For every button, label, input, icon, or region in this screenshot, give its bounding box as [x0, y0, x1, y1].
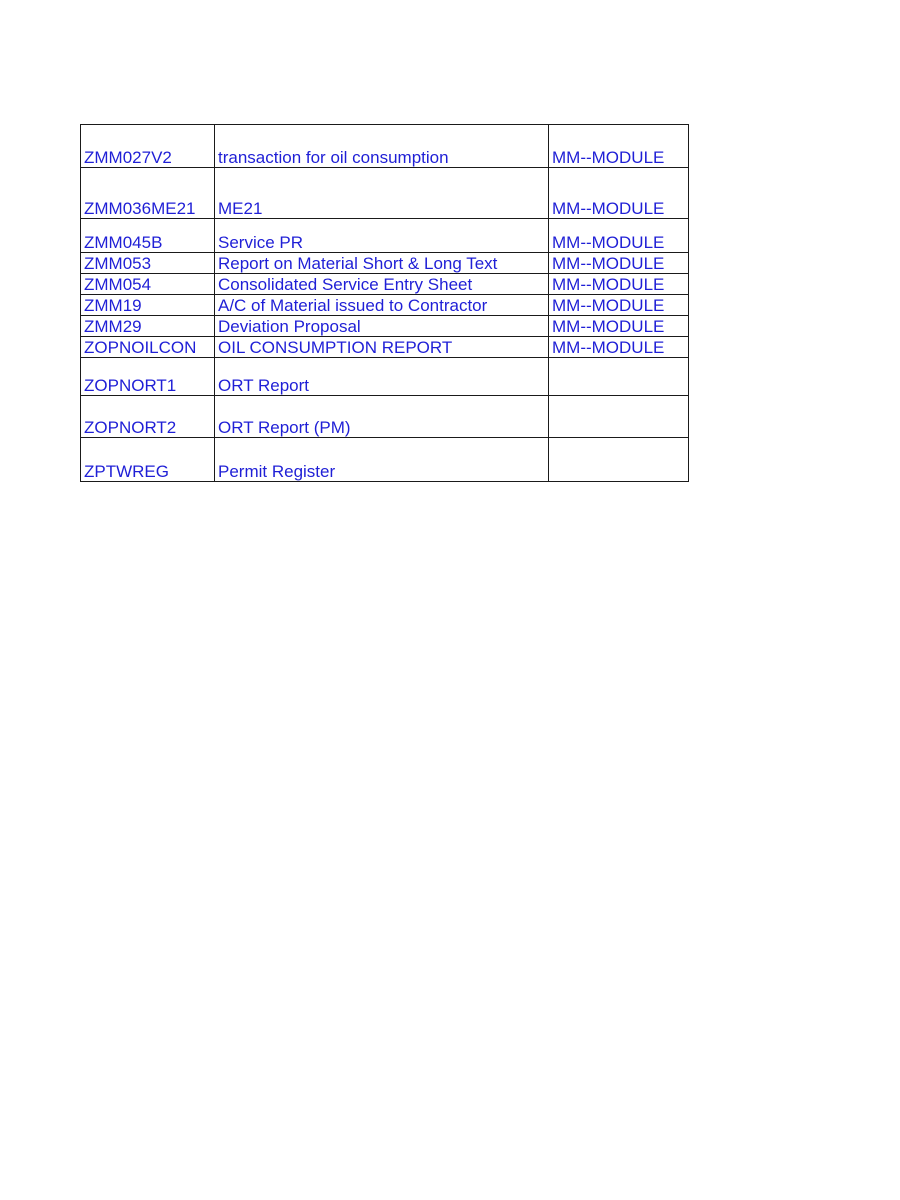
table-row: [81, 316, 689, 337]
table-row: [81, 295, 689, 316]
module-cell: MM--MODULE: [549, 168, 689, 219]
transaction-code-cell: ZMM036ME21: [81, 168, 215, 219]
description-cell: OIL CONSUMPTION REPORT: [215, 337, 549, 358]
module-cell: MM--MODULE: [549, 337, 689, 358]
module-cell: [549, 438, 689, 482]
module-cell: MM--MODULE: [549, 295, 689, 316]
transaction-code-cell: ZMM053: [81, 253, 215, 274]
table-row: [81, 438, 689, 482]
transaction-code-cell: ZOPNORT1: [81, 358, 215, 396]
table-row: [81, 337, 689, 358]
description-cell: Consolidated Service Entry Sheet: [215, 274, 549, 295]
module-cell: [549, 396, 689, 438]
description-cell: ORT Report: [215, 358, 549, 396]
table-row: [81, 168, 689, 219]
table-row: [81, 125, 689, 168]
description-cell: Report on Material Short & Long Text: [215, 253, 549, 274]
module-cell: MM--MODULE: [549, 274, 689, 295]
transaction-code-table: [80, 124, 689, 482]
description-cell: ME21: [215, 168, 549, 219]
transaction-code-cell: ZMM045B: [81, 219, 215, 253]
transaction-code-cell: ZMM29: [81, 316, 215, 337]
transaction-code-cell: ZMM054: [81, 274, 215, 295]
table-row: [81, 396, 689, 438]
description-cell: A/C of Material issued to Contractor: [215, 295, 549, 316]
module-cell: MM--MODULE: [549, 125, 689, 168]
description-cell: ORT Report (PM): [215, 396, 549, 438]
transaction-code-cell: ZPTWREG: [81, 438, 215, 482]
description-cell: Deviation Proposal: [215, 316, 549, 337]
module-cell: MM--MODULE: [549, 316, 689, 337]
transaction-code-cell: ZMM19: [81, 295, 215, 316]
table-row: [81, 358, 689, 396]
description-cell: transaction for oil consumption: [215, 125, 549, 168]
table-row: [81, 274, 689, 295]
module-cell: [549, 358, 689, 396]
transaction-code-cell: ZOPNOILCON: [81, 337, 215, 358]
transaction-code-cell: ZMM027V2: [81, 125, 215, 168]
transaction-code-cell: ZOPNORT2: [81, 396, 215, 438]
module-cell: MM--MODULE: [549, 219, 689, 253]
description-cell: Service PR: [215, 219, 549, 253]
table-row: [81, 219, 689, 253]
table-row: [81, 253, 689, 274]
module-cell: MM--MODULE: [549, 253, 689, 274]
description-cell: Permit Register: [215, 438, 549, 482]
